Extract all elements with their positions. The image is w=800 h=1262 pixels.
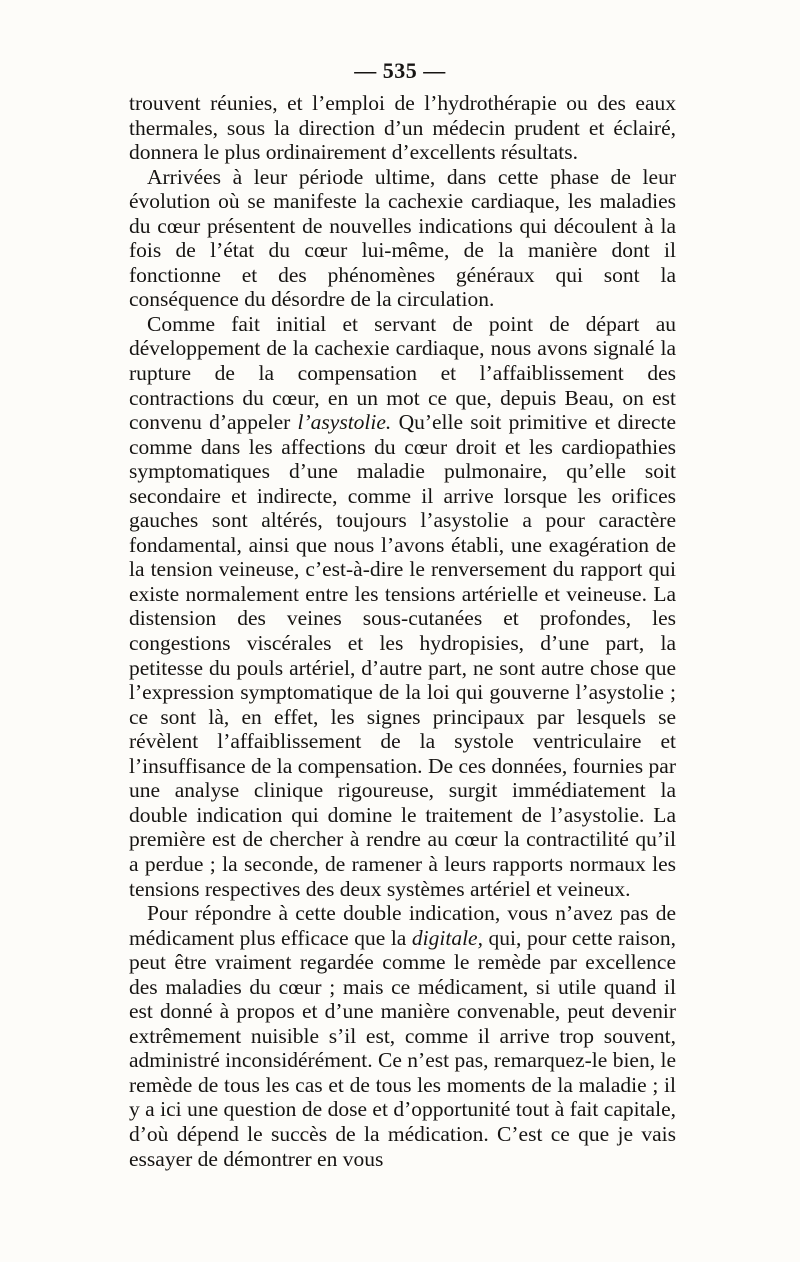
italic-term: digitale, xyxy=(411,925,483,950)
paragraph xyxy=(129,312,676,901)
text-run: Comme fait initial et servant de point de départ au développement de la cachexie cardiaque, nous avons signalé la rupture de la compensation et l’affaiblissement des contractions du cœur, en un mot ce que, depuis Beau, on est convenu d’appeler xyxy=(129,311,676,435)
italic-term: l’asystolie. xyxy=(297,410,392,435)
text-run: qui, pour cette raison, peut être vraiment regardée comme le remède par excellence des maladies du cœur ; mais ce médicament, si utile quand il est donné à propos et d’une manière convenable, peut devenir extrêmement nuisible s’il est, comme il arrive trop souvent, administré inconsidérément. Ce n’est pas, remarquez-le bien, le remède de tous les cas et de tous les moments de la maladie ; il y a ici une question de dose et d’opportunité tout à fait capitale, d’où dépend le succès de la médication. C’est ce que je vais essayer de démontrer en vous xyxy=(129,925,676,1171)
page-number: — 535 — xyxy=(354,58,446,83)
text-run: Arrivées à leur période ultime, dans cette phase de leur évolution où se manifeste la cachexie cardiaque, les maladies du cœur présentent de nouvelles indications qui découlent à la fois de l’état du cœur lui-même, de la manière dont il fonctionne et des phénomènes généraux qui sont la conséquence du désordre de la circulation. xyxy=(129,164,676,312)
body-text xyxy=(129,91,676,1171)
paragraph xyxy=(129,91,676,165)
paragraph xyxy=(129,901,676,1171)
paragraph xyxy=(129,165,676,312)
text-run: Pour répondre à cette double indication, vous n’avez pas de médicament plus efficace que la xyxy=(129,901,676,950)
text-run: Qu’elle soit primitive et directe comme dans les affections du cœur droit et les cardiopathies symptomatiques d’une maladie pulmonaire, qu’elle soit secondaire et indirecte, comme il arrive lorsque les orifices gauches sont altérés, toujours l’asystolie a pour caractère fondamental, ainsi que nous l’avons établi, une exagération de la tension veineuse, c’est-à-dire le renversement du rapport qui existe normalement entre les tensions artérielle et veineuse. La distension des veines sous-cutanées et profondes, les congestions viscérales et les hydropisies, d’une part, la petitesse du pouls artériel, d’autre part, ne sont autre chose que l’expression symptomatique de la loi qui gouverne l’asystolie ; ce sont là, en effet, les signes principaux par lesquels se révèlent l’affaiblissement de la systole ventriculaire et l’insuffisance de la compensation. De ces données, fournies par une analyse clinique rigoureuse, surgit immédiatement la double indication qui domine le traitement de l’asystolie. La première est de chercher à rendre au cœur la contractilité qu’il a perdue ; la seconde, de ramener à leurs rapports normaux les tensions respectives des deux systèmes artériel et veineux. xyxy=(129,410,676,901)
text-run: trouvent réunies, et l’emploi de l’hydrothérapie ou des eaux thermales, sous la direction d’un médecin prudent et éclairé, donnera le plus ordinairement d’excellents résultats. xyxy=(129,91,676,165)
